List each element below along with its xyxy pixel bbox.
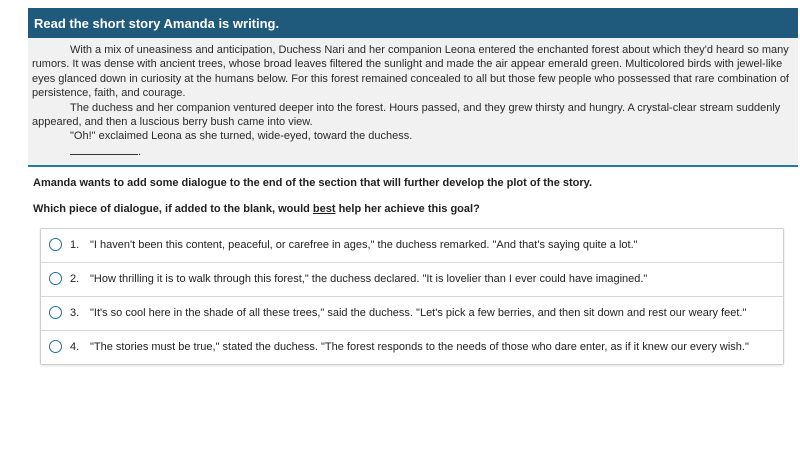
choice-number: 1.	[70, 239, 80, 252]
choice-text: "The stories must be true," stated the duchess. "The forest responds to the needs of those who dare enter, as if it knew our every wish."	[90, 341, 749, 354]
choice-text: "I haven't been this content, peaceful, or carefree in ages," the duchess remarked. "And that's saying quite a lot."	[90, 239, 638, 252]
question-ask-before: Which piece of dialogue, if added to the blank, would	[33, 203, 313, 216]
blank-underline	[70, 144, 138, 155]
choice-text: "How thrilling it is to walk through this forest," the duchess declared. "It is lovelier than I ever could have imagined."	[90, 273, 648, 286]
question-ask	[33, 203, 793, 215]
radio-button-2[interactable]	[49, 272, 62, 285]
answer-choice-4[interactable]	[41, 331, 783, 364]
choice-number: 3.	[70, 307, 80, 320]
question-panel	[28, 8, 798, 463]
question-prompt: Amanda wants to add some dialogue to the end of the section that will further develop the plot of the story.	[33, 177, 593, 190]
radio-button-3[interactable]	[49, 306, 62, 319]
choice-text: "It's so cool here in the shade of all these trees," said the duchess. "Let's pick a few berries, and then sit down and rest our weary feet."	[90, 307, 747, 320]
passage-header	[28, 8, 798, 38]
answer-choices	[40, 228, 784, 365]
passage-paragraph-3: "Oh!" exclaimed Leona as she turned, wide-eyed, toward the duchess.	[70, 130, 413, 143]
choice-number: 2.	[70, 273, 80, 286]
dialogue-blank-line	[32, 144, 794, 159]
radio-button-1[interactable]	[49, 238, 62, 251]
answer-choice-1[interactable]	[41, 229, 783, 263]
story-passage	[28, 38, 798, 167]
radio-button-4[interactable]	[49, 340, 62, 353]
passage-paragraph-2: The duchess and her companion ventured deeper into the forest. Hours passed, and they grew thirsty and hungry. A crystal-clear stream suddenly appeared, and then a luscious berry bush came into view.	[32, 101, 781, 129]
question-stem	[28, 167, 798, 215]
passage-paragraph-1: With a mix of uneasiness and anticipation, Duchess Nari and her companion Leona entered the enchanted forest about which they'd heard so many rumors. It was dense with ancient trees, whose broad leaves filtered the sunlight and made the air appear emerald green. Multicolored birds with jewel-like eyes glanced down in curiosity at the humans below. For this forest remained concealed to all but those few people who possessed that rare combination of persistence, faith, and courage.	[32, 44, 789, 100]
choice-number: 4.	[70, 341, 80, 354]
header-title: Read the short story Amanda is writing.	[34, 15, 280, 31]
blank-period: .	[138, 145, 142, 158]
question-ask-after: help her achieve this goal?	[335, 203, 480, 216]
answer-choice-3[interactable]	[41, 297, 783, 331]
answer-choice-2[interactable]	[41, 263, 783, 297]
question-emphasis: best	[312, 203, 336, 216]
